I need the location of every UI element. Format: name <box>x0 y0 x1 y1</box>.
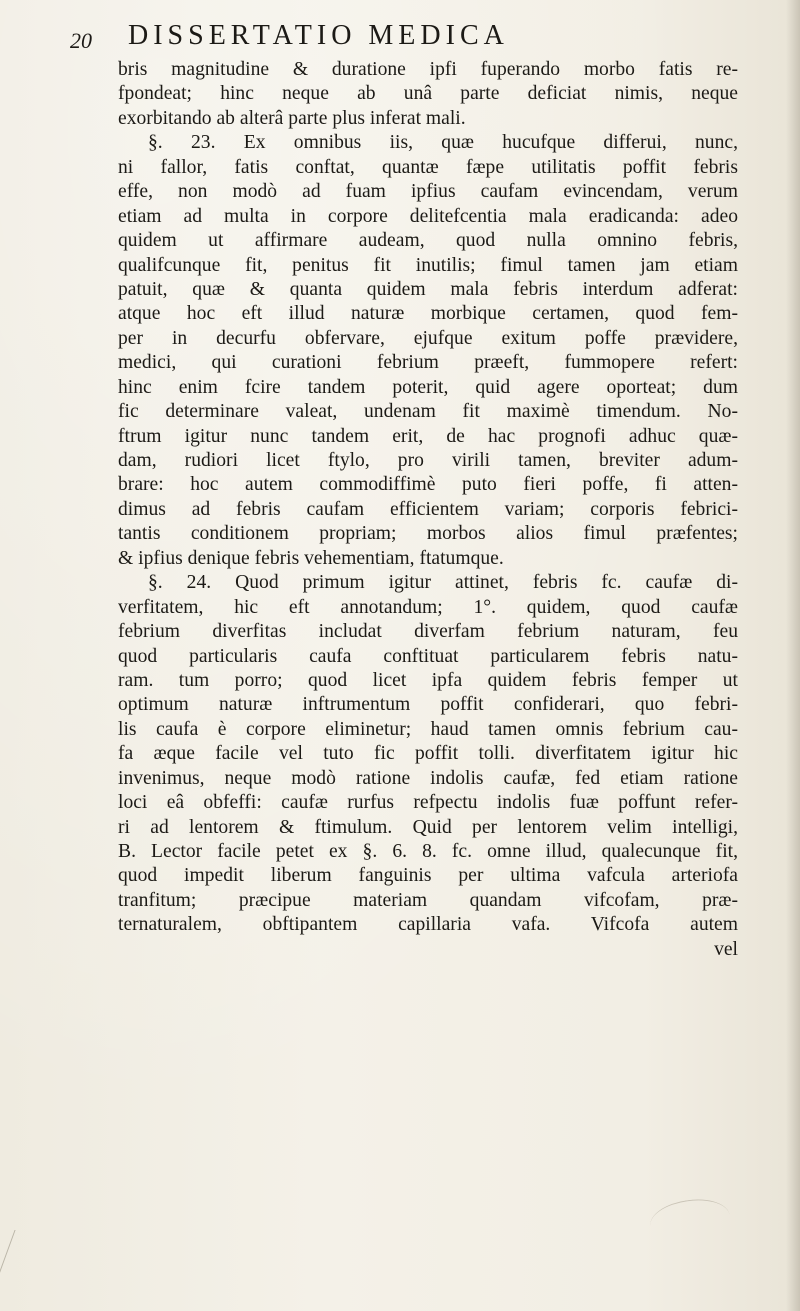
text-line: effe, non modò ad fuam ipfius caufam evincendam, verum <box>118 181 738 203</box>
text-line: ram. tum porro; quod licet ipfa quidem febris femper ut <box>118 669 738 691</box>
text-line: fa æque facile vel tuto fic poffit tolli. diverfitatem igitur hic <box>118 743 738 765</box>
text-line: exorbitando ab alterâ parte plus inferat mali. <box>118 107 466 129</box>
text-line: per in decurfu obfervare, ejufque exitum poffe prævidere, <box>118 327 738 349</box>
text-line: tantis conditionem propriam; morbos alios fimul præfentes; <box>118 523 738 545</box>
text-line: qualifcunque fit, penitus fit inutilis; fimul tamen jam etiam <box>118 254 738 276</box>
text-line: medici, qui curationi febrium præeft, fummopere refert: <box>118 352 738 374</box>
text-line: fpondeat; hinc neque ab unâ parte deficiat nimis, neque <box>118 83 738 105</box>
text-line: quod impedit liberum fanguinis per ultima vafcula arteriofa <box>118 865 738 887</box>
text-line: & ipfius denique febris vehementiam, ftatumque. <box>118 547 504 569</box>
text-line: atque hoc eft illud naturæ morbique certamen, quod fem- <box>118 303 738 325</box>
text-line: hinc enim fcire tandem poterit, quid agere oporteat; dum <box>118 376 738 398</box>
text-line: lis caufa è corpore eliminetur; haud tamen omnis febrium cau- <box>118 718 738 740</box>
text-line: §. 24. Quod primum igitur attinet, febris fc. caufæ di- <box>148 572 738 594</box>
text-line: ternaturalem, obftipantem capillaria vafa. Vifcofa autem <box>118 914 738 936</box>
text-line: quidem ut affirmare audeam, quod nulla omnino febris, <box>118 230 738 252</box>
text-line: optimum naturæ inftrumentum poffit confiderari, quo febri- <box>118 694 738 716</box>
text-line: quod particularis caufa conftituat particularem febris natu- <box>118 645 738 667</box>
text-line: ftrum igitur nunc tandem erit, de hac prognofi adhuc quæ- <box>118 425 738 447</box>
text-line: B. Lector facile petet ex §. 6. 8. fc. omne illud, qualecunque fit, <box>118 841 738 862</box>
text-line: §. 23. Ex omnibus iis, quæ hucufque differui, nunc, <box>148 132 738 154</box>
catchword: vel <box>714 938 738 960</box>
text-line: fic determinare valeat, undenam fit maximè timendum. No- <box>118 401 738 423</box>
text-line: patuit, quæ & quanta quidem mala febris interdum adferat: <box>118 278 738 300</box>
running-title: DISSERTATIO MEDICA <box>128 20 509 51</box>
paper-edge-mark <box>0 1230 30 1310</box>
text-line: brare: hoc autem commodiffimè puto fieri poffe, fi atten- <box>118 474 738 496</box>
text-line: dimus ad febris caufam efficientem variam; corporis febrici- <box>118 498 738 520</box>
body-text <box>118 58 738 962</box>
text-line: invenimus, neque modò ratione indolis caufæ, fed etiam ratione <box>118 767 738 789</box>
page-edge-shadow <box>786 0 800 1311</box>
text-line: ri ad lentorem & ftimulum. Quid per lentorem velim intelligi, <box>118 816 738 838</box>
text-line: etiam ad multa in corpore delitefcentia mala eradicanda: adeo <box>118 205 738 227</box>
text-line: loci eâ obfeffi: caufæ rurfus refpectu indolis fuæ poffunt refer- <box>118 792 738 814</box>
text-line: verfitatem, hic eft annotandum; 1°. quidem, quod caufæ <box>118 596 738 618</box>
text-line: bris magnitudine & duratione ipfi fuperando morbo fatis re- <box>118 59 738 80</box>
page-number: 20 <box>70 28 92 53</box>
text-line: tranfitum; præcipue materiam quandam vifcofam, præ- <box>118 889 738 911</box>
text-line: dam, rudiori licet ftylo, pro virili tamen, breviter adum- <box>118 450 738 471</box>
text-line: ni fallor, fatis conftat, quantæ fæpe utilitatis poffit febris <box>118 156 738 178</box>
paper-smudge <box>648 1195 733 1247</box>
page-header <box>70 18 710 58</box>
text-line: febrium diverfitas includat diverfam febrium naturam, feu <box>118 621 738 643</box>
